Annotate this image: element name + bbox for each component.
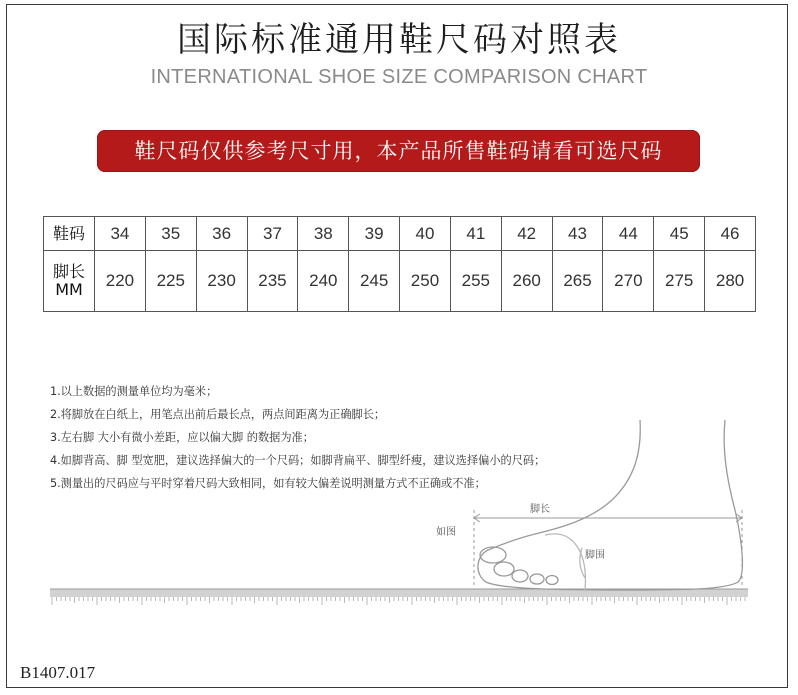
length-cell: 260: [501, 251, 552, 312]
length-cell: 240: [298, 251, 349, 312]
figure-label: 如图: [436, 527, 456, 538]
size-cell: 34: [95, 217, 146, 251]
page-subtitle: INTERNATIONAL SHOE SIZE COMPARISON CHART: [150, 66, 648, 88]
length-cell: 250: [400, 251, 451, 312]
size-cell: 36: [196, 217, 247, 251]
length-cell: 270: [603, 251, 654, 312]
ruler: [50, 589, 748, 605]
foot-outline: [478, 420, 742, 590]
size-cell: 40: [400, 217, 451, 251]
length-indicator: [474, 510, 742, 588]
note-item: 2.将脚放在白纸上，用笔点出前后最长点，两点间距离为正确脚长；: [50, 408, 386, 421]
size-cell: 45: [654, 217, 705, 251]
length-cell: 245: [349, 251, 400, 312]
size-cell: 39: [349, 217, 400, 251]
note-item: 1.以上数据的测量单位均为毫米；: [50, 385, 218, 398]
note-item: 4.如脚背高、脚 型宽肥，建议选择偏大的一个尺码；如脚背扁平、脚型纤瘦，建议选择偏小的尺码；: [50, 454, 546, 467]
size-cell: 42: [501, 217, 552, 251]
length-cell: 230: [196, 251, 247, 312]
length-cell: 225: [145, 251, 196, 312]
foot-outline-label: 脚围: [585, 550, 605, 561]
product-code: B1407.017: [20, 663, 96, 682]
page-title: 国际标准通用鞋尺码对照表: [177, 20, 621, 60]
length-cell: 220: [95, 251, 146, 312]
length-cell: 235: [247, 251, 298, 312]
size-cell: 38: [298, 217, 349, 251]
length-cell: 265: [552, 251, 603, 312]
foot-length-label: 脚长: [530, 504, 550, 515]
size-cell: 41: [450, 217, 501, 251]
size-row-label: 鞋码: [44, 217, 95, 251]
size-cell: 43: [552, 217, 603, 251]
size-cell: 46: [705, 217, 756, 251]
size-cell: 44: [603, 217, 654, 251]
length-cell: 255: [450, 251, 501, 312]
length-label-cn: 脚长: [52, 262, 85, 282]
note-item: 5.测量出的尺码应与平时穿着尺码大致相同，如有较大偏差说明测量方式不正确或不准；: [50, 477, 486, 490]
notice-banner: 鞋尺码仅供参考尺寸用，本产品所售鞋码请看可选尺码: [97, 130, 700, 172]
size-cell: 35: [145, 217, 196, 251]
size-cell: 37: [247, 217, 298, 251]
length-cell: 280: [705, 251, 756, 312]
note-item: 3.左右脚 大小有微小差距，应以偏大脚 的数据为准；: [50, 431, 314, 444]
length-cell: 275: [654, 251, 705, 312]
length-label-unit: MM: [55, 280, 83, 300]
